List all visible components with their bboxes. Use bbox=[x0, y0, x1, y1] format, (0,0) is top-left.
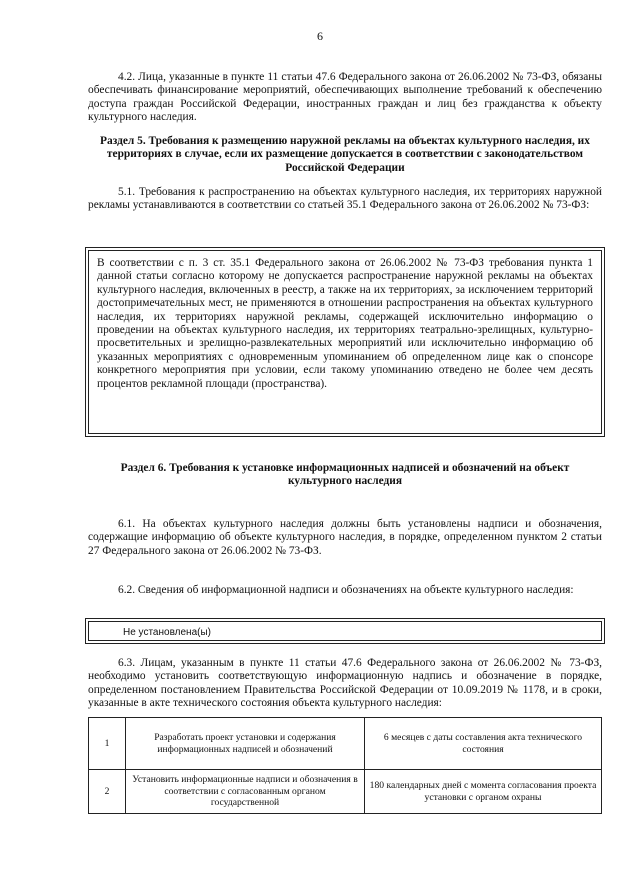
inscription-status-text: Не установлена(ы) bbox=[123, 627, 211, 638]
page-number: 6 bbox=[317, 29, 323, 43]
row-number: 2 bbox=[89, 770, 126, 814]
advertising-requirements-text: В соответствии с п. 3 ст. 35.1 Федерального закона от 26.06.2002 № 73-ФЗ требования пункта 1 данной статьи согласно которому не допускается распространение наружной рекламы на объектах культурного наследия, включенных в реестр, а также на их территориях, за исключением территорий достопримечательных мест, не применяются в отношении распространения на объектах культурного наследия, их территориях наружной рекламы, содержащей исключительно информацию о проведении на объектах культурного наследия, их территориях театрально-зрелищных, культурно-просветительных и зрелищно-развлекательных мероприятий или исключительно информацию об указанных мероприятиях с одновременным упоминанием об определенном лице как о спонсоре конкретного мероприятия при условии, если такому упоминанию отведено не более чем десять процентов рекламной площади (пространства). bbox=[97, 257, 593, 390]
requirements-table bbox=[88, 717, 602, 814]
paragraph-6-2-text: 6.2. Сведения об информационной надписи и обозначениях на объекте культурного наследия: bbox=[118, 584, 574, 596]
section-6-title: Раздел 6. Требования к установке информационных надписей и обозначений на объект культурного наследия bbox=[120, 462, 570, 488]
advertising-requirements-box bbox=[88, 250, 602, 434]
inscription-status-box bbox=[88, 621, 602, 641]
paragraph-6-1 bbox=[88, 518, 602, 558]
paragraph-4-2-text: 4.2. Лица, указанные в пункте 11 статьи 47.6 Федерального закона от 26.06.2002 № 73-ФЗ, обязаны обеспечивать финансирование мероприятий, обеспечивающих выполнение требований к обеспечению доступа граждан Российской Федерации, иностранных граждан и лиц без гражданства к объекту культурного наследия. bbox=[88, 71, 602, 124]
paragraph-5-1-text: 5.1. Требования к распространению на объектах культурного наследия, их территориях наружной рекламы устанавливаются в соответствии со статьей 35.1 Федерального закона от 26.06.2002 № 73-ФЗ: bbox=[88, 186, 602, 212]
table-row bbox=[89, 718, 602, 770]
row-number: 1 bbox=[89, 718, 126, 770]
table-row bbox=[89, 770, 602, 814]
row-action: Разработать проект установки и содержания информационных надписей и обозначений bbox=[126, 718, 365, 770]
paragraph-6-1-text: 6.1. На объектах культурного наследия должны быть установлены надписи и обозначения, содержащие информацию об объекте культурного наследия, в порядке, определенном пунктом 2 статьи 27 Федерального закона от 26.06.2002 № 73-ФЗ. bbox=[88, 518, 602, 557]
row-deadline: 180 календарных дней с момента согласования проекта установки с органом охраны bbox=[365, 770, 602, 814]
row-action: Установить информационные надписи и обозначения в соответствии с согласованным органом государственной bbox=[126, 770, 365, 814]
paragraph-4-2 bbox=[88, 71, 602, 125]
paragraph-6-2 bbox=[88, 584, 602, 597]
row-deadline: 6 месяцев с даты составления акта технического состояния bbox=[365, 718, 602, 770]
section-5-title: Раздел 5. Требования к размещению наружной рекламы на объектах культурного наследия, их территориях в случае, если их размещение допускается в соответствии с законодательством Российской Федерации bbox=[100, 135, 590, 174]
paragraph-5-1 bbox=[88, 186, 602, 213]
paragraph-6-3 bbox=[88, 657, 602, 711]
paragraph-6-3-text: 6.3. Лицам, указанным в пункте 11 статьи 47.6 Федерального закона от 26.06.2002 № 73-ФЗ, необходимо установить соответствующую информационную надпись и обозначение в порядке, определенном постановлением Правительства Российской Федерации от 10.09.2019 № 1178, и в сроки, указанные в акте технического состояния объекта культурного наследия: bbox=[88, 657, 602, 710]
